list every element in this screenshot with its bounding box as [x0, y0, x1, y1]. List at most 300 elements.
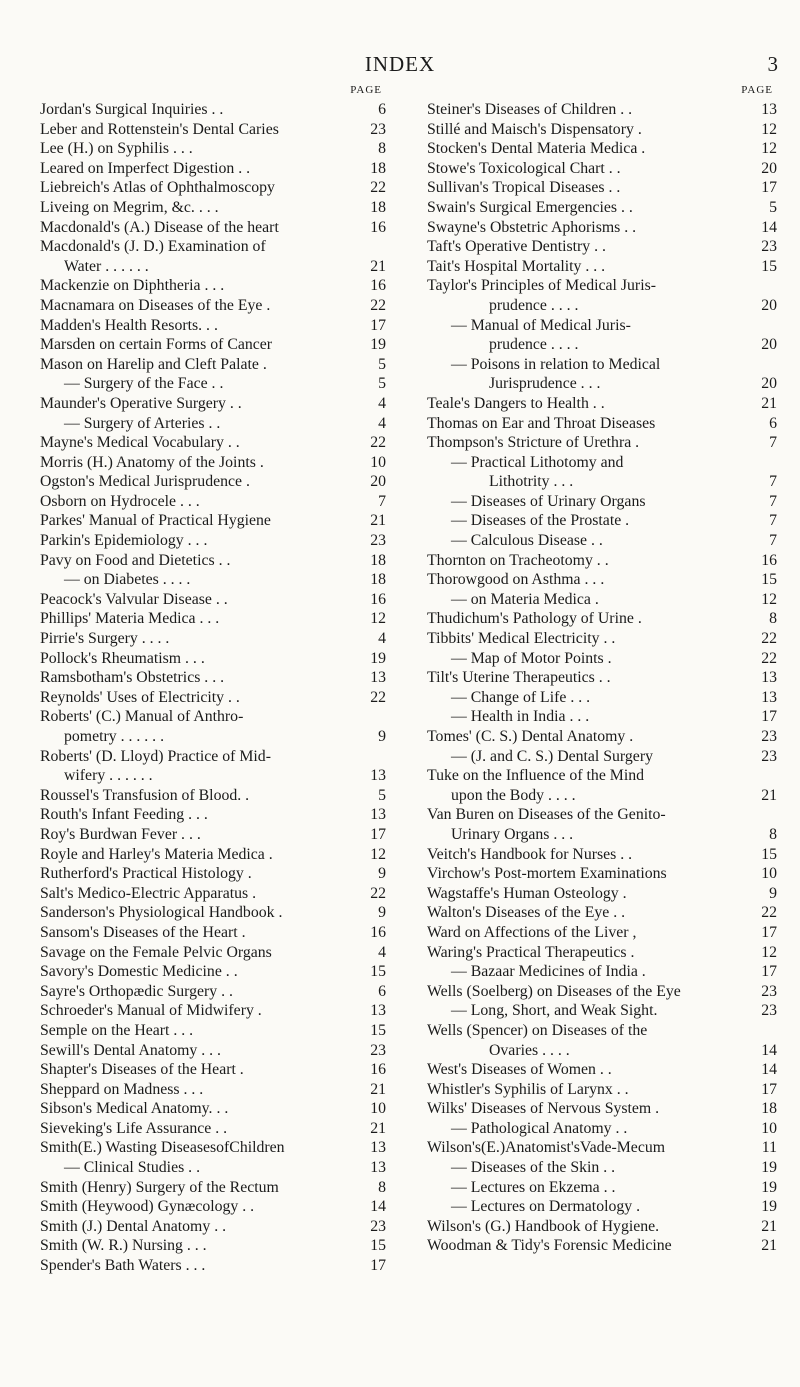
entry-title: — Surgery of the Face . . — [64, 375, 224, 393]
index-entry — [40, 472, 386, 492]
index-entry — [427, 1158, 777, 1178]
index-entry — [40, 198, 386, 218]
entry-page: 21 — [761, 786, 777, 804]
entry-page: 16 — [370, 218, 386, 236]
entry-title: Morris (H.) Anatomy of the Joints . — [40, 453, 264, 471]
index-entry — [427, 825, 777, 845]
index-entry — [40, 1138, 386, 1158]
entry-title: Phillips' Materia Medica . . . — [40, 610, 220, 628]
entry-title: Jordan's Surgical Inquiries . . — [40, 101, 224, 118]
entry-title: Wells (Spencer) on Diseases of the — [427, 1021, 648, 1039]
entry-page: 19 — [761, 1198, 777, 1216]
index-entry — [427, 864, 777, 884]
entry-title: Thompson's Stricture of Urethra . — [427, 434, 640, 452]
entry-page: 17 — [370, 316, 386, 334]
entry-title: Jurisprudence . . . — [489, 375, 601, 393]
entry-page: 22 — [761, 649, 777, 667]
entry-page: 7 — [378, 492, 386, 510]
entry-page: 4 — [378, 943, 386, 961]
entry-title: Pollock's Rheumatism . . . — [40, 649, 205, 667]
entry-page: 17 — [370, 825, 386, 843]
index-entry — [40, 1217, 386, 1237]
index-entry — [427, 159, 777, 179]
entry-title: Lithotrity . . . — [489, 473, 574, 491]
entry-title: Teale's Dangers to Health . . — [427, 394, 605, 412]
entry-page: 5 — [378, 355, 386, 373]
entry-title: upon the Body . . . . — [451, 786, 576, 804]
entry-title: — Diseases of the Skin . . — [451, 1159, 616, 1177]
entry-title: prudence . . . . — [489, 336, 579, 354]
index-entry — [40, 1099, 386, 1119]
entry-title: Tait's Hospital Mortality . . . — [427, 257, 606, 275]
entry-title: Macnamara on Diseases of the Eye . — [40, 296, 271, 314]
index-entry — [40, 433, 386, 453]
entry-title: Smith (W. R.) Nursing . . . — [40, 1237, 207, 1255]
entry-page: 4 — [378, 394, 386, 412]
index-entry — [427, 511, 777, 531]
index-entry — [427, 1138, 777, 1158]
index-entry — [40, 453, 386, 473]
entry-title: Van Buren on Diseases of the Genito- — [427, 806, 666, 824]
entry-title: wifery . . . . . . — [64, 767, 153, 785]
entry-page: 21 — [370, 1119, 386, 1137]
entry-title: — Diseases of Urinary Organs — [451, 492, 646, 510]
entry-page: 22 — [761, 630, 777, 648]
page-column-label: PAGE — [350, 84, 382, 96]
index-entry — [40, 707, 386, 727]
entry-page: 13 — [370, 1139, 386, 1157]
entry-title: Sanderson's Physiological Handbook . — [40, 904, 283, 922]
entry-title: Thornton on Tracheotomy . . — [427, 551, 609, 569]
entry-title: West's Diseases of Women . . — [427, 1061, 612, 1079]
entry-title: — Lectures on Dermatology . — [451, 1198, 641, 1216]
index-entry — [40, 374, 386, 394]
entry-page: 19 — [370, 336, 386, 354]
index-entry — [40, 1178, 386, 1198]
entry-page: 6 — [378, 101, 386, 118]
entry-page: 12 — [761, 140, 777, 158]
index-entry — [427, 649, 777, 669]
entry-page: 8 — [378, 140, 386, 158]
entry-page: 21 — [761, 1237, 777, 1255]
index-entry — [427, 786, 777, 806]
entry-page: 13 — [370, 1159, 386, 1177]
index-entry — [40, 531, 386, 551]
index-entry — [427, 120, 777, 140]
entry-page: 7 — [769, 434, 777, 452]
entry-page: 13 — [370, 1002, 386, 1020]
entry-page: 16 — [370, 590, 386, 608]
entry-title: Mayne's Medical Vocabulary . . — [40, 434, 240, 452]
entry-title: Mason on Harelip and Cleft Palate . — [40, 355, 267, 373]
entry-page: 13 — [370, 767, 386, 785]
index-entry — [427, 943, 777, 963]
index-entry — [40, 864, 386, 884]
entry-page: 11 — [761, 1139, 777, 1157]
index-entry — [427, 1099, 777, 1119]
index-entry — [427, 296, 777, 316]
entry-page: 22 — [370, 296, 386, 314]
index-entry — [427, 766, 777, 786]
index-entry — [427, 962, 777, 982]
index-entry — [40, 139, 386, 159]
entry-page: 23 — [370, 120, 386, 138]
entry-page: 16 — [370, 277, 386, 295]
entry-page: 9 — [769, 884, 777, 902]
entry-page: 20 — [761, 336, 777, 354]
entry-title: Wagstaffe's Human Osteology . — [427, 884, 627, 902]
entry-page: 10 — [761, 865, 777, 883]
entry-page: 23 — [370, 1041, 386, 1059]
index-entry — [427, 688, 777, 708]
entry-title: Sewill's Dental Anatomy . . . — [40, 1041, 221, 1059]
entry-title: Taylor's Principles of Medical Juris- — [427, 277, 656, 295]
entry-page: 23 — [761, 982, 777, 1000]
index-entry — [427, 727, 777, 747]
entry-title: Liveing on Megrim, &c. . . . — [40, 198, 219, 216]
entry-title: Smith (Heywood) Gynæcology . . — [40, 1198, 255, 1216]
entry-title: Leared on Imperfect Digestion . . — [40, 159, 251, 177]
index-entry — [40, 1001, 386, 1021]
index-entry — [427, 982, 777, 1002]
entry-title: Thudichum's Pathology of Urine . — [427, 610, 642, 628]
entry-page: 9 — [378, 904, 386, 922]
entry-title: pometry . . . . . . — [64, 728, 165, 745]
entry-title: Sheppard on Madness . . . — [40, 1080, 204, 1098]
index-entry — [40, 1256, 386, 1276]
entry-title: Swain's Surgical Emergencies . . — [427, 198, 633, 216]
entry-page: 20 — [370, 473, 386, 491]
index-entry — [40, 570, 386, 590]
entry-page: 20 — [761, 159, 777, 177]
entry-page: 15 — [370, 1237, 386, 1255]
entry-title: Salt's Medico-Electric Apparatus . — [40, 884, 257, 902]
entry-title: Walton's Diseases of the Eye . . — [427, 904, 626, 922]
entry-title: Maunder's Operative Surgery . . — [40, 394, 242, 412]
entry-page: 17 — [370, 1257, 386, 1275]
entry-title: Thomas on Ear and Throat Diseases — [427, 414, 656, 432]
entry-page: 4 — [378, 414, 386, 432]
entry-title: — Pathological Anatomy . . — [451, 1119, 628, 1137]
entry-title: Semple on the Heart . . . — [40, 1021, 194, 1039]
entry-title: Urinary Organs . . . — [451, 825, 574, 843]
index-entry — [427, 139, 777, 159]
entry-title: Pirrie's Surgery . . . . — [40, 630, 170, 648]
index-entry — [427, 1197, 777, 1217]
entry-page: 15 — [761, 257, 777, 275]
index-entry — [427, 178, 777, 198]
entry-page: 14 — [761, 1061, 777, 1079]
entry-page: 18 — [761, 1100, 777, 1118]
entry-page: 15 — [761, 845, 777, 863]
index-entry — [40, 414, 386, 434]
index-entry — [40, 668, 386, 688]
index-entry — [40, 1080, 386, 1100]
entry-title: Stocken's Dental Materia Medica . — [427, 140, 646, 158]
entry-page: 23 — [761, 747, 777, 765]
index-entry — [427, 374, 777, 394]
entry-title: Veitch's Handbook for Nurses . . — [427, 845, 633, 863]
entry-title: Schroeder's Manual of Midwifery . — [40, 1002, 262, 1020]
entry-title: Taft's Operative Dentistry . . — [427, 238, 606, 256]
index-entry — [427, 218, 777, 238]
entry-page: 20 — [761, 296, 777, 314]
entry-page: 21 — [370, 1080, 386, 1098]
entry-page: 9 — [378, 728, 386, 745]
index-entry — [40, 609, 386, 629]
entry-page: 7 — [769, 473, 777, 491]
index-entry — [427, 570, 777, 590]
entry-page: 15 — [370, 963, 386, 981]
entry-page: 17 — [761, 963, 777, 981]
index-entry — [40, 805, 386, 825]
entry-title: Rutherford's Practical Histology . — [40, 865, 252, 883]
entry-page: 18 — [370, 551, 386, 569]
entry-title: Leber and Rottenstein's Dental Caries — [40, 120, 279, 138]
index-entry — [427, 355, 777, 375]
index-entry — [427, 1178, 777, 1198]
entry-page: 14 — [761, 218, 777, 236]
entry-title: Woodman & Tidy's Forensic Medicine — [427, 1237, 672, 1255]
entry-title: Wilson's (G.) Handbook of Hygiene. — [427, 1217, 660, 1235]
entry-page: 22 — [761, 904, 777, 922]
entry-title: Roberts' (C.) Manual of Anthro- — [40, 708, 244, 726]
entry-title: Savage on the Female Pelvic Organs — [40, 943, 272, 961]
entry-page: 13 — [761, 101, 777, 118]
index-entry — [427, 1119, 777, 1139]
entry-title: Tomes' (C. S.) Dental Anatomy . — [427, 728, 634, 745]
index-entry — [427, 1021, 777, 1041]
entry-page: 15 — [761, 571, 777, 589]
index-entry — [427, 903, 777, 923]
entry-page: 14 — [370, 1198, 386, 1216]
entry-page: 14 — [761, 1041, 777, 1059]
index-entry — [427, 237, 777, 257]
entry-page: 16 — [761, 551, 777, 569]
index-entry — [427, 1060, 777, 1080]
index-entry — [427, 1041, 777, 1061]
entry-title: Smith (Henry) Surgery of the Rectum — [40, 1178, 279, 1196]
entry-title: — Map of Motor Points . — [451, 649, 612, 667]
entry-title: — Lectures on Ekzema . . — [451, 1178, 616, 1196]
index-entry — [427, 257, 777, 277]
entry-page: 8 — [769, 825, 777, 843]
entry-title: Savory's Domestic Medicine . . — [40, 963, 238, 981]
entry-page: 21 — [761, 394, 777, 412]
entry-page: 21 — [370, 512, 386, 530]
index-entry — [40, 511, 386, 531]
entry-page: 6 — [378, 982, 386, 1000]
index-entry — [427, 1080, 777, 1100]
entry-title: — Practical Lithotomy and — [451, 453, 624, 471]
entry-title: Roussel's Transfusion of Blood. . — [40, 786, 250, 804]
entry-page: 10 — [370, 453, 386, 471]
entry-page: 17 — [761, 179, 777, 197]
entry-title: Madden's Health Resorts. . . — [40, 316, 218, 334]
index-entry — [427, 845, 777, 865]
entry-title: Steiner's Diseases of Children . . — [427, 101, 633, 118]
entry-title: — on Materia Medica . — [451, 590, 599, 608]
entry-title: Roberts' (D. Lloyd) Practice of Mid- — [40, 747, 271, 765]
index-entry — [40, 218, 386, 238]
entry-title: Liebreich's Atlas of Ophthalmoscopy — [40, 179, 275, 197]
index-entry — [427, 551, 777, 571]
entry-page: 15 — [370, 1021, 386, 1039]
entry-title: prudence . . . . — [489, 296, 579, 314]
entry-page: 6 — [769, 414, 777, 432]
index-entry — [40, 178, 386, 198]
index-entry — [427, 433, 777, 453]
index-entry — [427, 747, 777, 767]
index-entry — [40, 923, 386, 943]
entry-title: Spender's Bath Waters . . . — [40, 1257, 206, 1275]
entry-title: — on Diabetes . . . . — [64, 571, 191, 589]
entry-title: — Health in India . . . — [451, 708, 590, 726]
index-entry — [40, 766, 386, 786]
index-entry — [40, 100, 386, 120]
index-entry — [427, 492, 777, 512]
entry-page: 12 — [761, 943, 777, 961]
entry-page: 23 — [370, 1217, 386, 1235]
index-entry — [427, 609, 777, 629]
entry-page: 10 — [370, 1100, 386, 1118]
entry-page: 12 — [761, 120, 777, 138]
entry-page: 22 — [370, 179, 386, 197]
entry-title: Pavy on Food and Dietetics . . — [40, 551, 231, 569]
entry-title: Water . . . . . . — [64, 257, 149, 275]
entry-title: — Bazaar Medicines of India . — [451, 963, 646, 981]
index-entry — [40, 845, 386, 865]
index-entry — [40, 747, 386, 767]
index-entry — [427, 1217, 777, 1237]
entry-page: 21 — [370, 257, 386, 275]
index-entry — [40, 1021, 386, 1041]
entry-title: Wells (Soelberg) on Diseases of the Eye — [427, 982, 681, 1000]
entry-page: 8 — [769, 610, 777, 628]
entry-page: 13 — [370, 669, 386, 687]
entry-page: 23 — [761, 238, 777, 256]
index-entry — [40, 962, 386, 982]
entry-title: Sansom's Diseases of the Heart . — [40, 923, 246, 941]
entry-title: Wilson's(E.)Anatomist'sVade-Mecum — [427, 1139, 666, 1157]
entry-title: — Calculous Disease . . — [451, 532, 603, 550]
entry-title: Macdonald's (A.) Disease of the heart — [40, 218, 279, 236]
index-entry — [427, 1001, 777, 1021]
entry-page: 7 — [769, 512, 777, 530]
entry-page: 5 — [378, 786, 386, 804]
entry-page: 12 — [370, 845, 386, 863]
entry-page: 9 — [378, 865, 386, 883]
index-entry — [427, 198, 777, 218]
entry-title: — Poisons in relation to Medical — [451, 355, 661, 373]
entry-title: Mackenzie on Diphtheria . . . — [40, 277, 225, 295]
entry-page: 22 — [370, 884, 386, 902]
index-entry — [40, 943, 386, 963]
index-entry — [40, 727, 386, 747]
entry-title: Stowe's Toxicological Chart . . — [427, 159, 621, 177]
index-entry — [427, 414, 777, 434]
entry-title: — Manual of Medical Juris- — [451, 316, 631, 334]
index-entry — [40, 1060, 386, 1080]
entry-title: — Change of Life . . . — [451, 688, 591, 706]
index-entry — [40, 316, 386, 336]
index-entry — [427, 316, 777, 336]
entry-page: 12 — [761, 590, 777, 608]
index-entry — [40, 1041, 386, 1061]
index-entry — [427, 453, 777, 473]
entry-title: Swayne's Obstetric Aphorisms . . — [427, 218, 637, 236]
entry-page: 23 — [370, 532, 386, 550]
entry-page: 13 — [370, 806, 386, 824]
index-entry — [40, 276, 386, 296]
entry-title: Shapter's Diseases of the Heart . — [40, 1061, 244, 1079]
index-entry — [427, 1236, 777, 1256]
entry-title: Osborn on Hydrocele . . . — [40, 492, 200, 510]
entry-page: 17 — [761, 1080, 777, 1098]
index-entry — [427, 629, 777, 649]
entry-title: Sibson's Medical Anatomy. . . — [40, 1100, 229, 1118]
entry-title: — Clinical Studies . . — [64, 1159, 201, 1177]
entry-title: Sayre's Orthopædic Surgery . . — [40, 982, 233, 1000]
entry-page: 5 — [769, 198, 777, 216]
entry-title: Ward on Affections of the Liver , — [427, 923, 637, 941]
index-entry — [427, 472, 777, 492]
entry-title: — Long, Short, and Weak Sight. — [451, 1002, 658, 1020]
entry-title: Ramsbotham's Obstetrics . . . — [40, 669, 225, 687]
entry-page: 19 — [370, 649, 386, 667]
index-entry — [427, 884, 777, 904]
index-entry — [427, 590, 777, 610]
index-column-right — [427, 84, 777, 1256]
entry-title: Routh's Infant Feeding . . . — [40, 806, 208, 824]
index-entry — [40, 355, 386, 375]
page-title: INDEX — [364, 52, 436, 76]
index-entry — [427, 668, 777, 688]
entry-page: 19 — [761, 1159, 777, 1177]
page-header — [0, 0, 800, 80]
entry-title: Tuke on the Influence of the Mind — [427, 767, 645, 785]
index-entry — [40, 786, 386, 806]
entry-page: 16 — [370, 923, 386, 941]
entry-title: Peacock's Valvular Disease . . — [40, 590, 228, 608]
entry-title: — Diseases of the Prostate . — [451, 512, 630, 530]
entry-page: 4 — [378, 630, 386, 648]
index-entry — [40, 590, 386, 610]
entry-title: Reynolds' Uses of Electricity . . — [40, 688, 240, 706]
index-entry — [40, 1158, 386, 1178]
entry-page: 23 — [761, 1002, 777, 1020]
entry-title: Sieveking's Life Assurance . . — [40, 1119, 228, 1137]
entry-page: 7 — [769, 532, 777, 550]
entry-title: Lee (H.) on Syphilis . . . — [40, 140, 193, 158]
page-number: 3 — [767, 52, 778, 76]
entry-page: 5 — [378, 375, 386, 393]
entry-page: 8 — [378, 1178, 386, 1196]
entry-page: 21 — [761, 1217, 777, 1235]
entry-page: 18 — [370, 198, 386, 216]
entry-title: Waring's Practical Therapeutics . — [427, 943, 635, 961]
entry-page: 7 — [769, 492, 777, 510]
entry-title: Virchow's Post-mortem Examinations — [427, 865, 667, 883]
entry-page: 20 — [761, 375, 777, 393]
entry-title: Smith (J.) Dental Anatomy . . — [40, 1217, 227, 1235]
entry-title: Sullivan's Tropical Diseases . . — [427, 179, 621, 197]
entry-title: Ovaries . . . . — [489, 1041, 570, 1059]
index-entry — [427, 531, 777, 551]
entry-title: Parkes' Manual of Practical Hygiene — [40, 512, 271, 530]
page-column-label: PAGE — [741, 84, 773, 96]
entry-page: 10 — [761, 1119, 777, 1137]
